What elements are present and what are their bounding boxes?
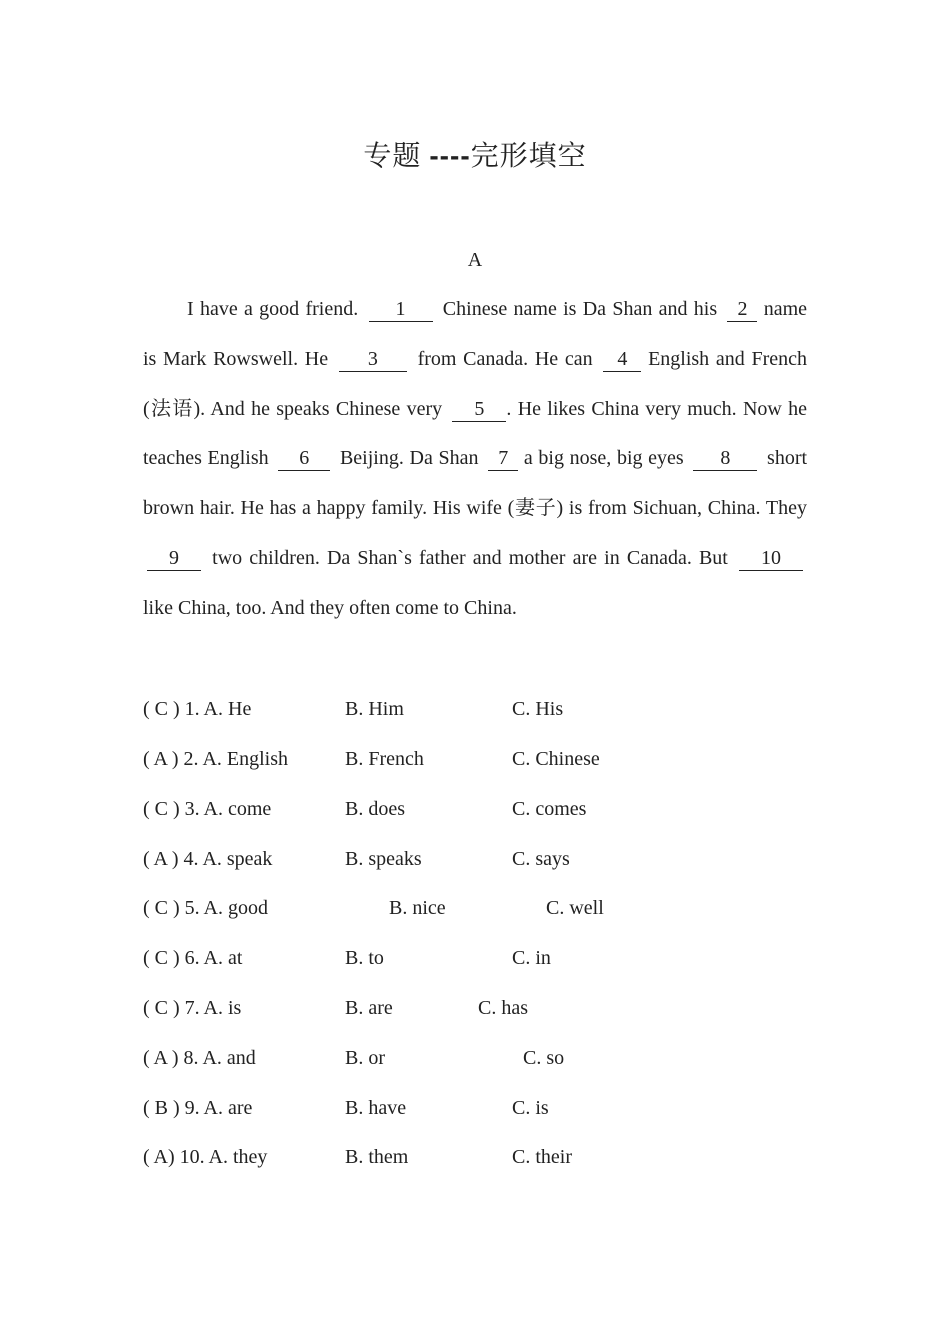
passage-text: I have a good friend.: [187, 298, 359, 320]
section-label: A: [467, 249, 483, 271]
blank-7: 7: [488, 446, 518, 471]
option-b: B. to: [345, 947, 384, 969]
question-label: ( C ) 7. A. is: [143, 997, 242, 1019]
passage-text: a big nose, big eyes: [523, 447, 684, 470]
blank-8: 8: [693, 446, 757, 471]
question-label: ( A ) 4. A. speak: [143, 848, 273, 870]
option-b: B. are: [345, 997, 393, 1019]
blank-6: 6: [278, 446, 330, 471]
question-label: ( A) 10. A. they: [143, 1146, 268, 1168]
option-c: C. so: [523, 1047, 565, 1069]
question-label: ( A ) 8. A. and: [143, 1047, 256, 1069]
option-c: C. well: [546, 897, 604, 919]
option-c: C. their: [512, 1146, 572, 1168]
blank-3: 3: [339, 347, 407, 372]
passage-text: like China, too. And they often come to China.: [143, 596, 517, 619]
page-title: [0, 134, 950, 174]
option-b: B. does: [345, 798, 405, 820]
question-label: ( C ) 5. A. good: [143, 897, 268, 919]
option-b: B. them: [345, 1146, 409, 1168]
passage-text: English and French (法语). And he speaks Chinese very: [143, 347, 808, 420]
passage-text: . He likes China very much. Now he teaches English: [143, 397, 808, 470]
option-c: C. is: [512, 1097, 549, 1119]
option-c: C. in: [512, 947, 551, 969]
question-label: ( C ) 1. A. He: [143, 698, 252, 720]
option-b: B. speaks: [345, 848, 422, 870]
title-prefix: 专题: [363, 141, 430, 172]
question-label: ( A ) 2. A. English: [143, 748, 289, 770]
option-c: C. has: [478, 997, 528, 1019]
blank-4: 4: [603, 347, 641, 372]
option-b: B. have: [345, 1097, 407, 1119]
blank-2: 2: [727, 297, 757, 322]
passage-text: Beijing. Da Shan: [339, 447, 479, 470]
passage-text: name is Mark Rowswell. He: [143, 298, 808, 370]
option-b: B. or: [345, 1047, 385, 1069]
option-c: C. His: [512, 698, 564, 720]
option-b: B. French: [345, 748, 424, 770]
option-c: C. comes: [512, 798, 587, 820]
blank-5: 5: [452, 397, 506, 422]
cloze-passage: [143, 285, 807, 634]
title-suffix: 完形填空: [470, 141, 587, 172]
title-dashes: ----: [429, 140, 471, 171]
passage-text: two children. Da Shan`s father and mother are in Canada. But: [212, 546, 728, 569]
question-label: ( C ) 6. A. at: [143, 947, 243, 969]
blank-1: 1: [369, 297, 433, 322]
option-b: B. nice: [389, 897, 446, 919]
option-b: B. Him: [345, 698, 404, 720]
blank-9: 9: [147, 546, 201, 571]
question-label: ( B ) 9. A. are: [143, 1097, 253, 1119]
option-c: C. Chinese: [512, 748, 600, 770]
blank-10: 10: [739, 546, 803, 571]
option-c: C. says: [512, 848, 570, 870]
question-label: ( C ) 3. A. come: [143, 798, 272, 820]
passage-text: short brown hair. He has a happy family. His wife (妻子) is from Sichuan, China. They: [143, 447, 808, 520]
passage-text: Chinese name is Da Shan and his: [442, 298, 718, 320]
passage-text: from Canada. He can: [417, 347, 593, 370]
